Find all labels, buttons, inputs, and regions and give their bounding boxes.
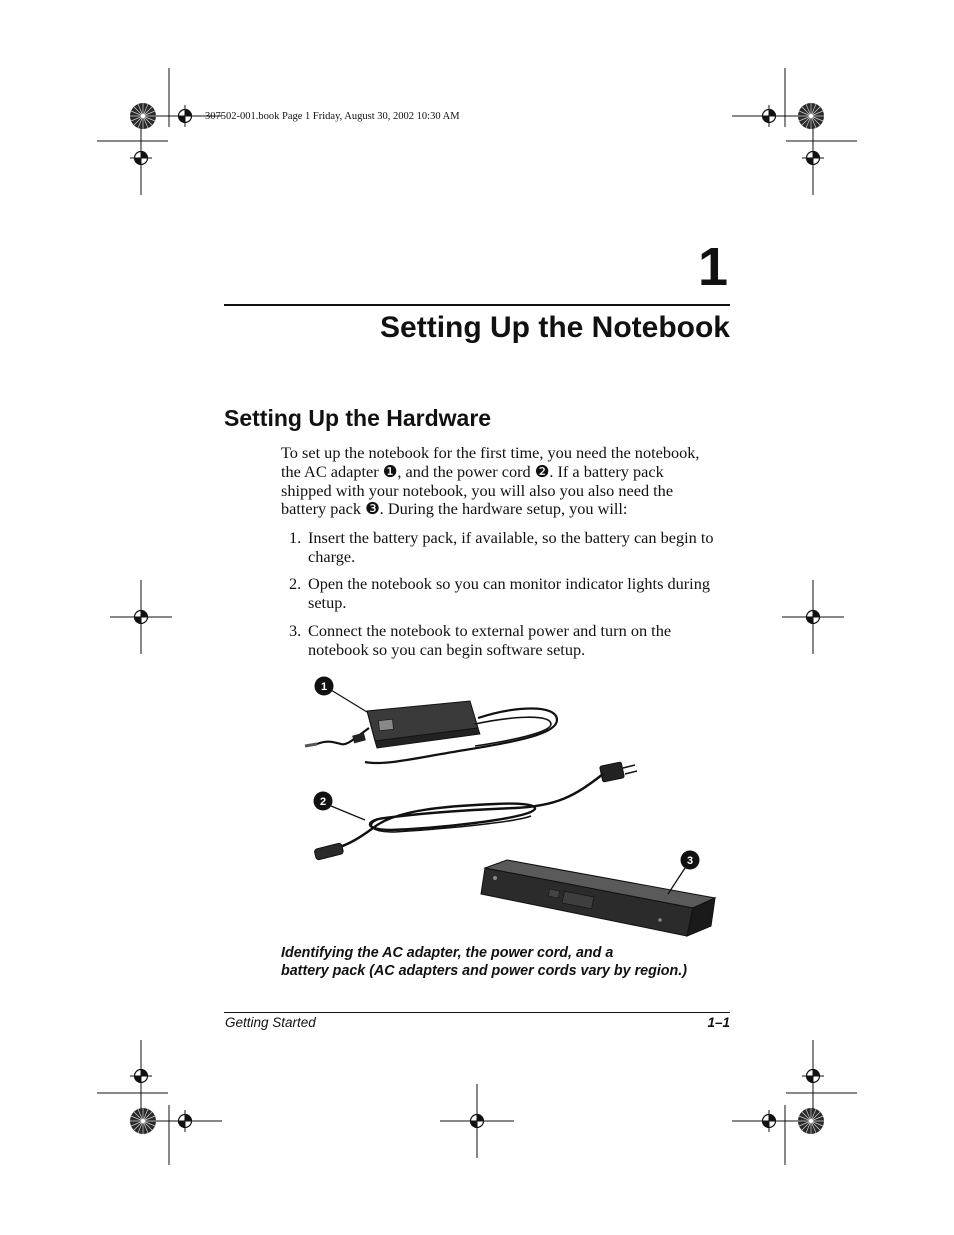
hardware-figure — [295, 668, 735, 943]
battery-pack-illustration — [481, 860, 715, 936]
callout-3-label: 3 — [686, 855, 694, 867]
callout-1 — [315, 677, 368, 713]
ac-adapter-illustration — [305, 701, 557, 763]
callout-3 — [668, 851, 700, 895]
list-item — [289, 622, 734, 660]
intro-line: the AC adapter ❶, and the power cord ❷. If a battery pack — [281, 461, 664, 481]
figure-caption — [281, 944, 751, 980]
intro-paragraph — [281, 444, 733, 519]
caption-line: battery pack (AC adapters and power cords vary by region.) — [281, 963, 687, 979]
callout-2 — [314, 792, 366, 821]
chapter-number: 1 — [697, 237, 728, 297]
step-number: 2. — [289, 574, 302, 593]
intro-line: shipped with your notebook, you will also you also need the — [281, 480, 674, 500]
print-header-info: 307502-001.book Page 1 Friday, August 30, 2002 10:30 AM — [205, 111, 460, 122]
intro-line: To set up the notebook for the first time, you need the notebook, — [281, 443, 700, 462]
step-number: 3. — [289, 621, 302, 640]
list-item — [289, 529, 734, 567]
chapter-rule — [224, 304, 730, 306]
step-line: charge. — [308, 546, 356, 566]
power-cord-illustration — [314, 762, 637, 860]
callout-1-label: 1 — [320, 681, 328, 693]
section-title: Setting Up the Hardware — [224, 405, 492, 431]
step-line: Insert the battery pack, if available, so the battery can begin to — [308, 528, 714, 547]
footer-book-title: Getting Started — [225, 1015, 316, 1030]
footer-page-number: 1–1 — [707, 1015, 730, 1030]
step-line: Connect the notebook to external power and turn on the — [308, 621, 672, 640]
intro-line: battery pack ❸. During the hardware setup, you will: — [281, 499, 628, 519]
step-line: Open the notebook so you can monitor indicator lights during — [308, 574, 710, 593]
step-line: notebook so you can begin software setup. — [308, 639, 586, 659]
step-line: setup. — [308, 592, 347, 612]
caption-line: Identifying the AC adapter, the power cord, and a — [281, 945, 614, 961]
step-number: 1. — [289, 528, 302, 547]
list-item — [289, 575, 734, 613]
footer-rule — [224, 1012, 730, 1013]
chapter-title: Setting Up the Notebook — [380, 311, 730, 344]
callout-2-label: 2 — [319, 796, 327, 808]
